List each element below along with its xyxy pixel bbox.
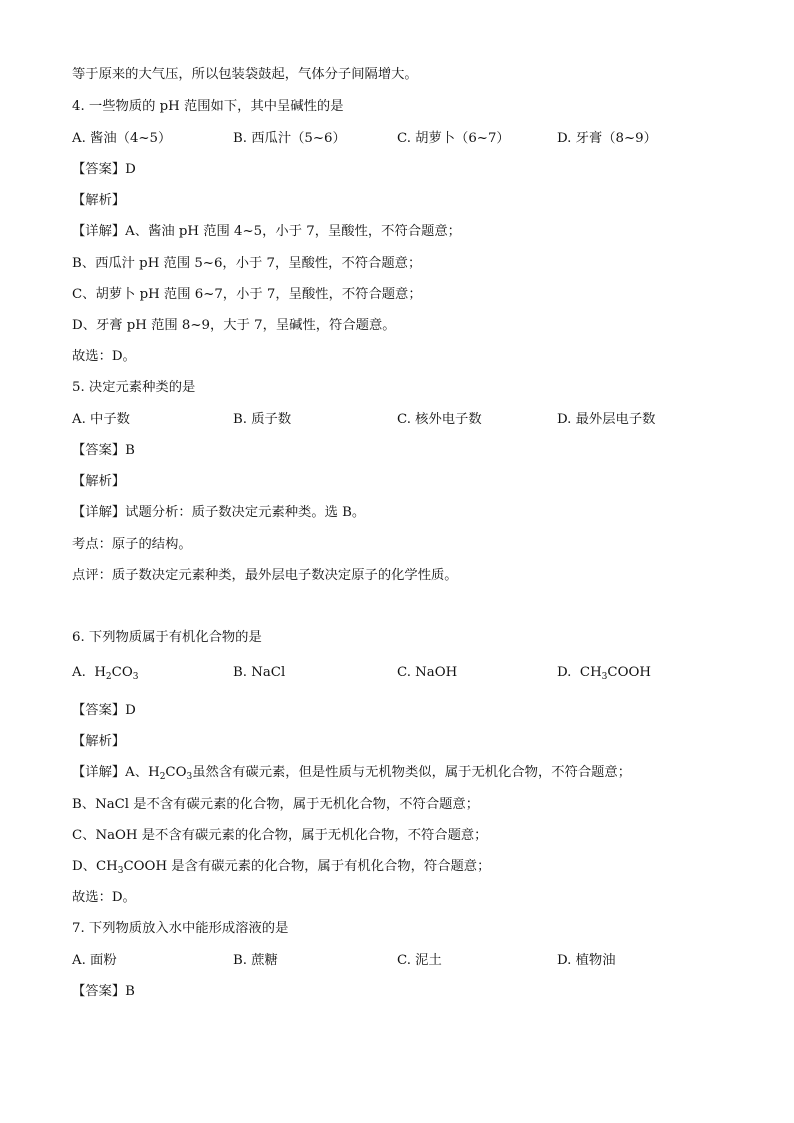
q5-option-d: D. 最外层电子数 (557, 412, 656, 427)
q6-detail-c: C、NaOH 是不含有碳元素的化合物，属于无机化合物，不符合题意； (72, 828, 488, 843)
q4-option-c: C. 胡萝卜（6~7） (397, 131, 510, 146)
q6-option-c: C. NaOH (397, 665, 458, 680)
q4-answer: 【答案】D (72, 162, 136, 177)
q7-option-a: A. 面粉 (72, 953, 117, 968)
q6-choice: 故选：D。 (72, 890, 136, 905)
q5-answer: 【答案】B (72, 443, 135, 458)
q4-detail-d: D、牙膏 pH 范围 8~9，大于 7，呈碱性，符合题意。 (72, 318, 396, 333)
q6-option-d-formula: $CH_3COOH$ (579, 665, 651, 682)
q4-detail-c: C、胡萝卜 pH 范围 6~7，小于 7，呈酸性，不符合题意； (72, 287, 422, 302)
q5-detail-3: 点评：质子数决定元素种类，最外层电子数决定原子的化学性质。 (72, 568, 458, 583)
q6-option-a-formula: $H_2CO_3$ (94, 665, 139, 682)
q4-detail-b: B、西瓜汁 pH 范围 5~6，小于 7，呈酸性，不符合题意； (72, 256, 422, 271)
question-6-stem: 6. 下列物质属于有机化合物的是 (72, 630, 262, 645)
q5-option-b: B. 质子数 (233, 412, 292, 427)
q6-option-b: B. NaCl (233, 665, 286, 680)
q5-option-c: C. 核外电子数 (397, 412, 482, 427)
q4-option-b: B. 西瓜汁（5~6） (233, 131, 346, 146)
q6-answer: 【答案】D (72, 703, 136, 718)
q7-answer: 【答案】B (72, 984, 135, 999)
q5-detail-1: 【详解】试题分析：质子数决定元素种类。选 B。 (72, 505, 366, 520)
q5-option-a: A. 中子数 (72, 412, 130, 427)
q6-option-d-label: D. (557, 665, 572, 680)
q6-detail-d: D、$CH_3COOH$ 是含有碳元素的化合物，属于有机化合物，符合题意； (72, 859, 491, 876)
q6-detail-a: 【详解】A、$H_2CO_3$虽然含有碳元素，但是性质与无机物类似，属于无机化合物，不符合题意； (72, 765, 632, 782)
question-5-stem: 5. 决定元素种类的是 (72, 380, 196, 395)
q4-option-d: D. 牙膏（8~9） (557, 131, 657, 146)
q4-detail-a: 【详解】A、酱油 pH 范围 4~5，小于 7，呈酸性，不符合题意； (72, 224, 461, 239)
intro-text: 等于原来的大气压，所以包装袋鼓起，气体分子间隔增大。 (72, 67, 418, 82)
q7-option-b: B. 蔗糖 (233, 953, 278, 968)
q6-analysis-heading: 【解析】 (72, 734, 126, 749)
q4-option-a: A. 酱油（4~5） (72, 131, 172, 146)
q4-analysis-heading: 【解析】 (72, 193, 126, 208)
q4-choice: 故选：D。 (72, 349, 136, 364)
q6-option-d (557, 663, 651, 683)
q7-option-d: D. 植物油 (557, 953, 616, 968)
question-7-stem: 7. 下列物质放入水中能形成溶液的是 (72, 921, 289, 936)
q5-analysis-heading: 【解析】 (72, 474, 126, 489)
question-4-stem: 4. 一些物质的 pH 范围如下，其中呈碱性的是 (72, 99, 344, 114)
q7-option-c: C. 泥土 (397, 953, 442, 968)
q6-detail-b: B、NaCl 是不含有碳元素的化合物，属于无机化合物，不符合题意； (72, 797, 480, 812)
q5-detail-2: 考点：原子的结构。 (72, 537, 192, 552)
q6-option-a-label: A. (72, 665, 86, 680)
q6-option-a (72, 663, 138, 683)
